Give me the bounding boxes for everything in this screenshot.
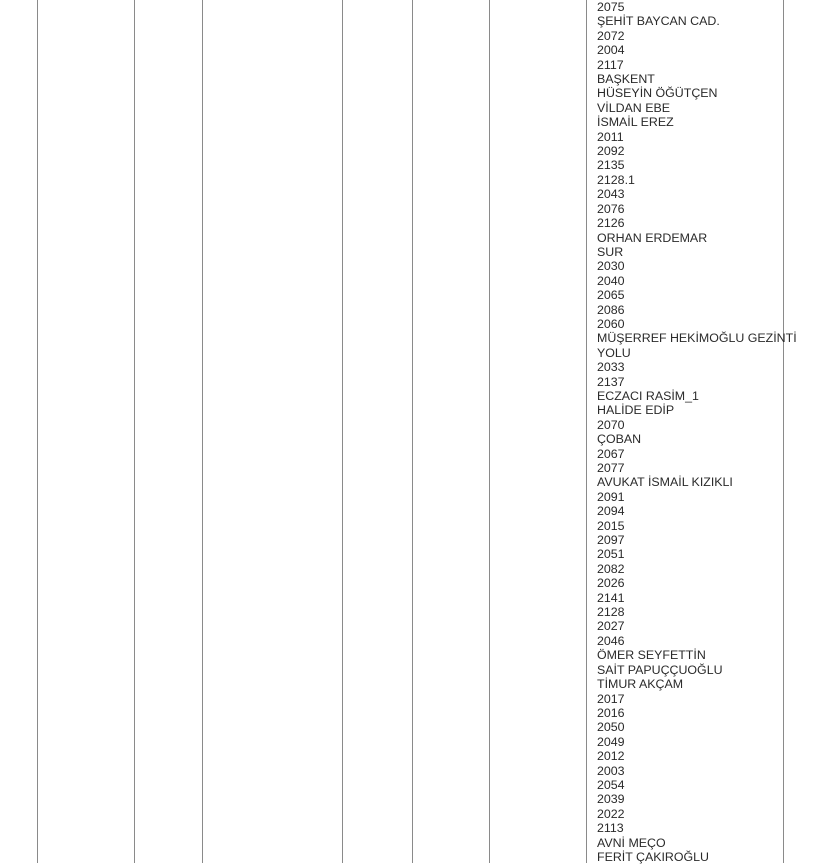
street-list-item: 2128.1 <box>597 172 635 187</box>
street-list-item: 2067 <box>597 446 625 461</box>
street-list-item: ŞEHİT BAYCAN CAD. <box>597 14 720 29</box>
street-list-item: 2026 <box>597 576 625 591</box>
street-list-item: HÜSEYİN ÖĞÜTÇEN <box>597 86 718 101</box>
street-list-item: BAŞKENT <box>597 72 655 87</box>
street-list-item: 2003 <box>597 763 625 778</box>
street-list-item: 2011 <box>597 129 624 144</box>
street-list-item: 2012 <box>597 749 625 764</box>
street-list-item: SUR <box>597 244 624 259</box>
street-list-item: 2050 <box>597 720 625 735</box>
street-list-item: 2060 <box>597 316 625 331</box>
street-list-item: 2049 <box>597 734 625 749</box>
street-list-item: 2065 <box>597 288 625 303</box>
street-list-item: 2046 <box>597 633 625 648</box>
street-list-item: 2077 <box>597 461 625 475</box>
street-list-item: YOLU <box>597 345 631 360</box>
street-list-item: 2092 <box>597 144 625 159</box>
street-list-item: AVUKAT İSMAİL KIZIKLI <box>597 475 733 490</box>
street-list-item: TİMUR AKÇAM <box>597 677 684 692</box>
street-list-item: MÜŞERREF HEKİMOĞLU GEZİNTİ <box>597 331 797 346</box>
street-list-item: 2097 <box>597 533 625 548</box>
street-list-cell <box>597 0 797 864</box>
street-list-item: 2137 <box>597 374 625 389</box>
street-list-item: 2040 <box>597 273 625 288</box>
street-list-item: 2039 <box>597 792 625 807</box>
street-list-item: 2033 <box>597 360 625 375</box>
column-divider <box>342 0 343 863</box>
street-list-item: 2113 <box>597 821 624 836</box>
street-list-item: HALİDE EDİP <box>597 403 675 418</box>
street-list-item: 2086 <box>597 302 625 317</box>
street-list-item: 2135 <box>597 158 625 173</box>
street-list-item: 2072 <box>597 28 625 43</box>
street-list-item: 2091 <box>597 489 625 504</box>
street-list-item: ORHAN ERDEMAR <box>597 230 708 245</box>
street-list-item: 2054 <box>597 777 625 792</box>
street-list-item: ÇOBAN <box>597 432 642 447</box>
column-divider <box>202 0 203 863</box>
street-list-item: VİLDAN EBE <box>597 100 670 115</box>
street-list-item: 2030 <box>597 259 625 274</box>
street-list-item: 2126 <box>597 216 625 231</box>
street-list-item: 2016 <box>597 705 625 720</box>
street-list-item: AVNİ MEÇO <box>597 835 666 850</box>
street-list-item: 2070 <box>597 417 625 432</box>
street-list-item: SAİT PAPUÇÇUOĞLU <box>597 662 723 677</box>
street-list-item: 2076 <box>597 201 625 216</box>
column-divider <box>412 0 413 863</box>
street-list-item: 2015 <box>597 518 625 533</box>
column-divider <box>586 0 587 863</box>
street-list-item: 2043 <box>597 187 625 202</box>
street-list-item: 2141 <box>597 590 625 605</box>
column-divider <box>134 0 135 863</box>
column-divider <box>489 0 490 863</box>
street-list-item: 2117 <box>597 57 624 72</box>
street-list-item: 2051 <box>597 547 625 562</box>
street-list-item: FERİT ÇAKIROĞLU <box>597 849 709 864</box>
street-list-item: 2094 <box>597 504 625 519</box>
street-list-item: 2082 <box>597 561 625 576</box>
street-list-item: 2027 <box>597 619 625 634</box>
street-list-item: İSMAİL EREZ <box>597 115 674 130</box>
street-list-item: 2017 <box>597 691 625 706</box>
street-list-item: ECZACI RASİM_1 <box>597 388 699 403</box>
street-list-item: 2004 <box>597 43 625 58</box>
street-list-item: 2128 <box>597 605 625 620</box>
street-list-item: ÖMER SEYFETTİN <box>597 648 706 663</box>
street-list-item: 2022 <box>597 806 625 821</box>
street-list-item: 2075 <box>597 0 625 14</box>
